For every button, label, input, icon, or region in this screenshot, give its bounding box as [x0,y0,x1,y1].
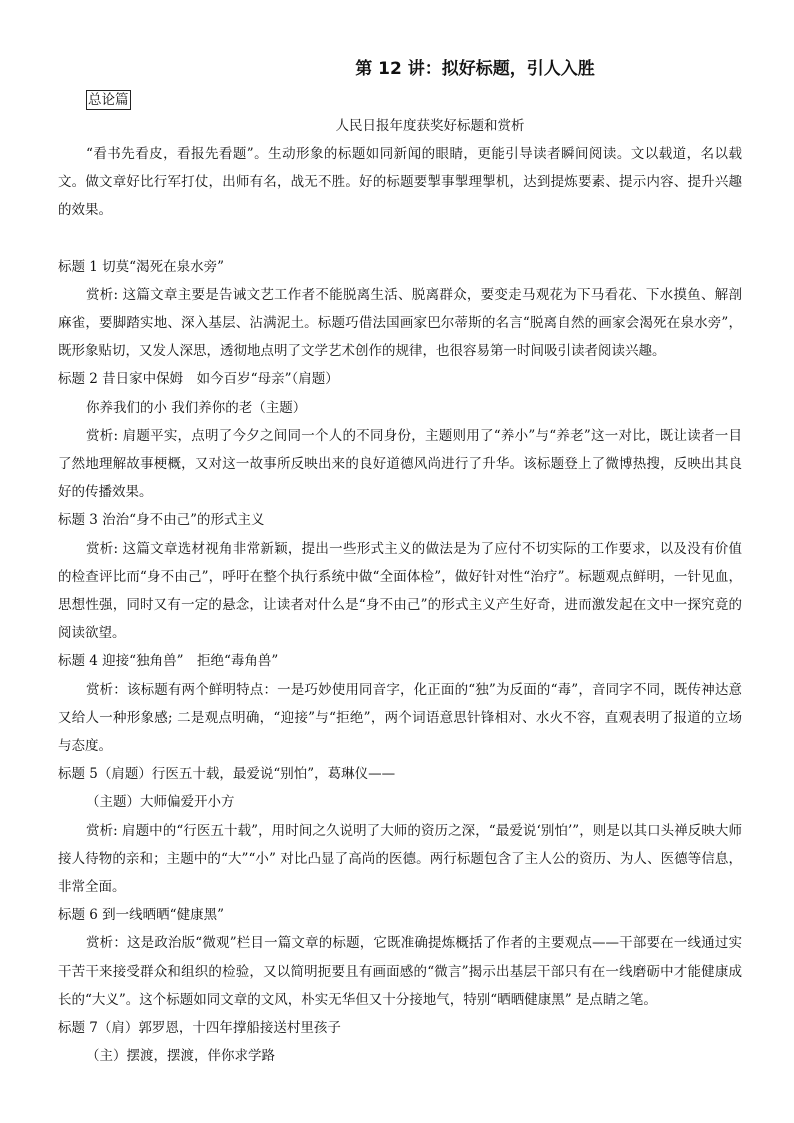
item-sub-heading: （主题）大师偏爱开小方 [86,794,235,811]
intro-paragraph: “看书先看皮，看报先看题”。生动形象的标题如同新闻的眼睛，更能引导读者瞬间阅读。文以载道，名以载文。做文章好比行军打仗，出师有名，战无不胜。好的标题要掣事掣理掣机，达到提炼要素、提示内容、提升兴趣的效果。 [58,146,742,219]
tag-row [58,86,742,112]
item-heading: 标题 2 昔日家中保姆 如今百岁“母亲”（肩题） [58,371,339,388]
item-sub-heading: （主）摆渡，摆渡，伴你求学路 [86,1048,275,1065]
lesson-title: 第 12 讲：拟好标题，引人入胜 [355,59,595,79]
spacer [58,225,742,253]
item-1 [58,253,742,366]
item-analysis: 赏析: 这篇文章主要是告诫文艺工作者不能脱离生活、脱离群众，要变走马观花为下马看花、下水摸鱼、解剖麻雀，要脚踏实地、深入基层、沾满泥土。标题巧借法国画家巴尔蒂斯的名言“脱离自然的画家会渴死在泉水旁”，既形象贴切，又发人深思，透彻地点明了文学艺术创作的规律，也很容易第一时间吸引读者阅读兴趣。 [58,286,742,360]
section-subtitle: 人民日报年度获奖好标题和赏析 [335,118,525,134]
item-5 [58,760,742,901]
item-4 [58,647,742,760]
item-7 [58,1014,742,1070]
item-sub-heading: 你养我们的小 我们养你的老（主题） [86,399,307,416]
item-heading: 标题 5（肩题）行医五十载，最爱说“别怕”，葛琳仪—— [58,766,396,783]
section-tag: 总论篇 [88,92,129,108]
item-heading: 标题 4 迎接“独角兽” 拒绝“毒角兽” [58,653,279,670]
item-6 [58,901,742,1014]
item-analysis: 赏析: 这篇文章选材视角非常新颖，提出一些形式主义的做法是为了应付不切实际的工作要求，以及没有价值的检查评比而“身不由己”，呼吁在整个执行系统中做“全面体检”，做好针对性“治疗”。标题观点鲜明，一针见血，思想性强，同时又有一定的悬念，让读者对什么是“身不由己”的形式主义产生好奇，进而激发起在文中一探究竟的阅读欲望。 [58,540,742,642]
item-heading: 标题 3 治治“身不由己”的形式主义 [58,512,265,529]
item-2 [58,365,742,506]
item-heading: 标题 1 切莫“渴死在泉水旁” [58,258,224,275]
item-heading: 标题 6 到一线晒晒“健康黑” [58,907,224,924]
item-heading: 标题 7（肩）郭罗恩，十四年撑船接送村里孩子 [58,1020,341,1037]
item-analysis: 赏析: 肩题中的“行医五十载”，用时间之久说明了大师的资历之深，“最爱说‘别怕’”，则是以其口头禅反映大师接人待物的亲和；主题中的“大”“小” 对比凸显了高尚的医德。两行标题包含了主人公的资历、为人、医德等信息，非常全面。 [58,822,742,896]
document-page [58,52,742,1071]
item-analysis: 赏析: 肩题平实，点明了今夕之间同一个人的不同身份，主题则用了“养小”与“养老”这一对比，既让读者一目了然地理解故事梗概，又对这一故事所反映出来的良好道德风尚进行了升华。该标题登上了微博热搜，反映出其良好的传播效果。 [58,427,742,501]
item-analysis: 赏析：该标题有两个鲜明特点：一是巧妙使用同音字，化正面的“独”为反面的“毒”，音同字不同，既传神达意又给人一种形象感; 二是观点明确，“迎接”与“拒绝”，两个词语意思针锋相对、水火不容，直观表明了报道的立场与态度。 [58,681,742,755]
item-analysis: 赏析：这是政治版“微观”栏目一篇文章的标题，它既准确提炼概括了作者的主要观点——干部要在一线通过实干苦干来接受群众和组织的检验，又以简明扼要且有画面感的“微言”揭示出基层干部只有在一线磨砺中才能健康成长的“大义”。这个标题如同文章的文风，朴实无华但又十分接地气，特别“晒晒健康黑” 是点睛之笔。 [58,935,742,1008]
item-3 [58,506,742,647]
